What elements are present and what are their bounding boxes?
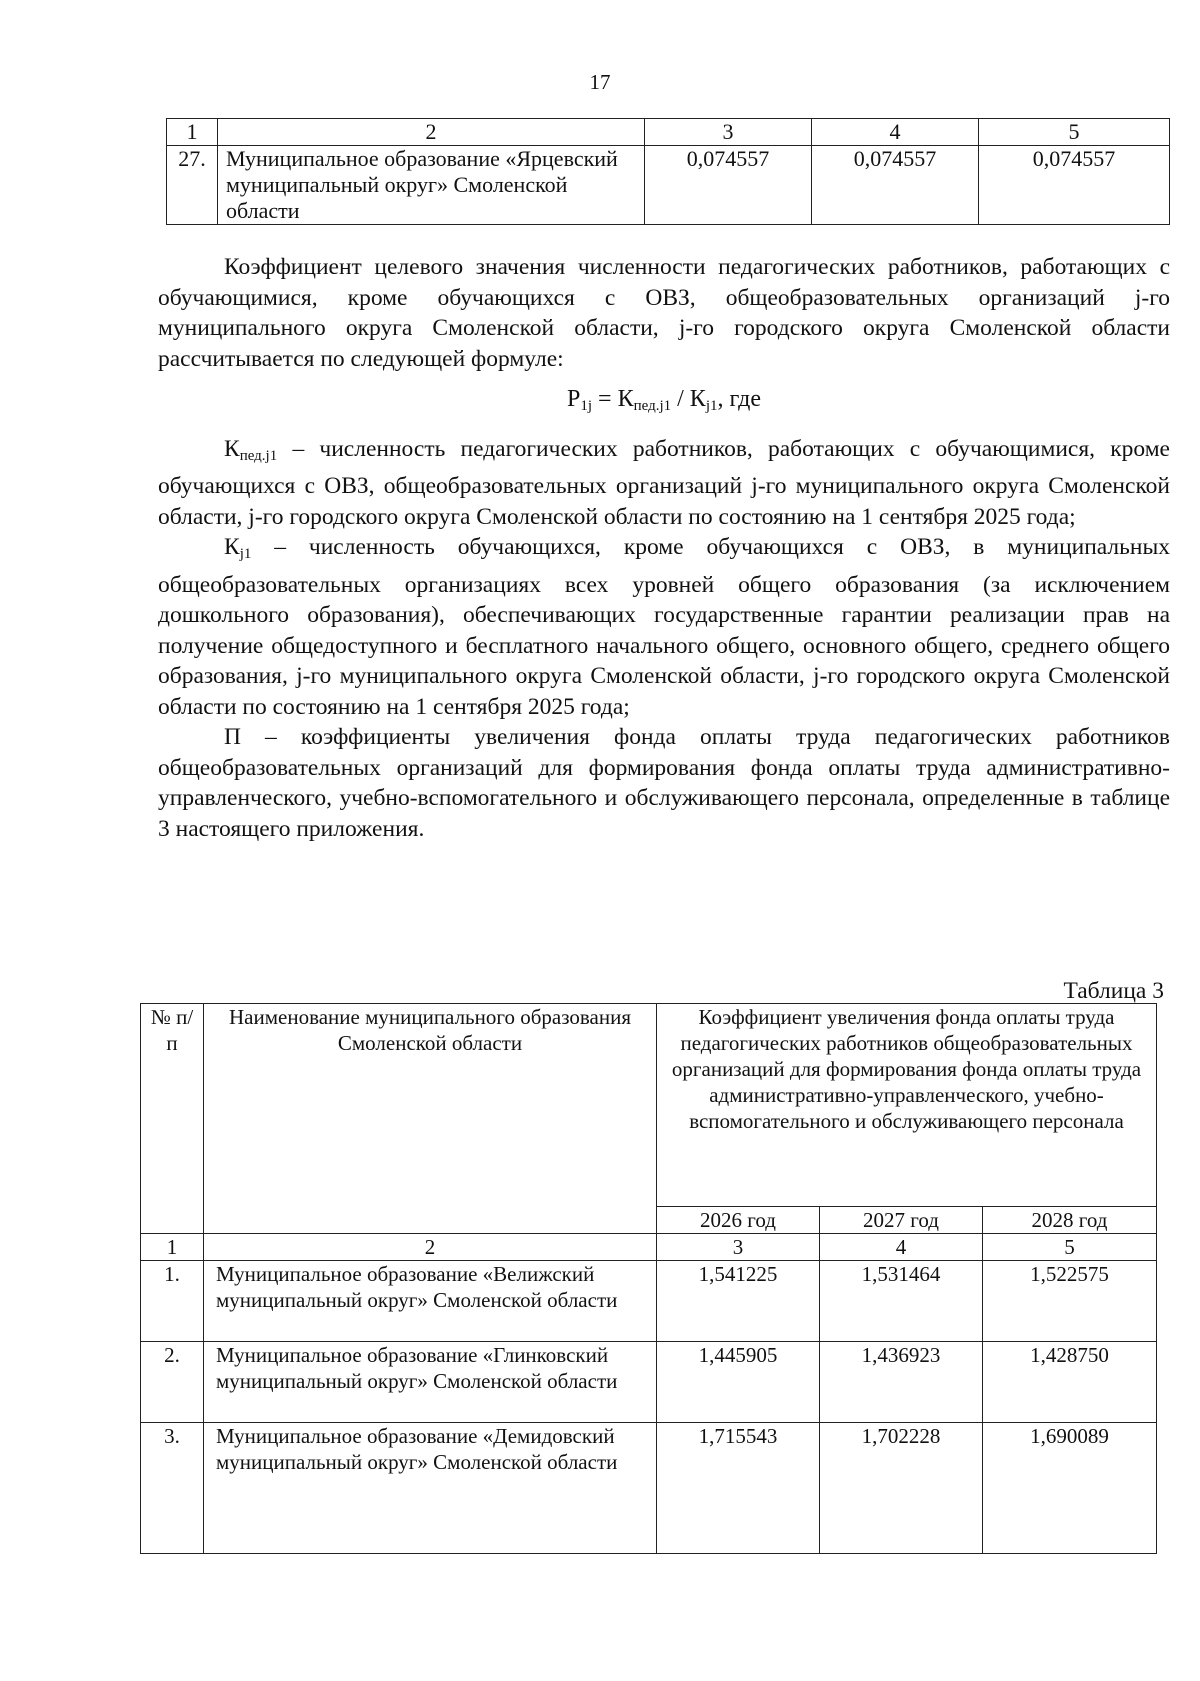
colnum-1: 1 [141, 1234, 204, 1261]
definition-k-students [158, 532, 1170, 722]
row-value-2028: 1,522575 [983, 1261, 1157, 1342]
definition-k-ped [158, 434, 1170, 533]
definition-p: П – коэффициенты увеличения фонда оплаты труда педагогических работников общеобразовательных организаций для формирования фонда оплаты труда административно-управленческого, учебно-вспомогательного и обслуживающего персонала, определенные в таблице 3 настоящего приложения. [158, 724, 1170, 842]
formula-div: / К [671, 386, 706, 412]
colnum-3: 3 [657, 1234, 820, 1261]
row-number: 27. [167, 146, 218, 225]
row-name: Муниципальное образование «Глинковский муниципальный округ» Смоленской области [204, 1342, 657, 1423]
row-value-2028: 1,690089 [983, 1423, 1157, 1554]
def2-symbol: К [224, 534, 240, 560]
def1-symbol: К [224, 435, 240, 462]
formula-k1-sub: пед.j1 [633, 398, 672, 414]
row-value-2026: 1,715543 [657, 1423, 820, 1554]
col-num-3: 3 [645, 119, 812, 146]
header-name: Наименование муниципального образования Смоленской области [204, 1004, 657, 1234]
table-row [141, 1342, 1157, 1423]
row-name: Муниципальное образование «Демидовский муниципальный округ» Смоленской области [204, 1423, 657, 1554]
header-year-2026: 2026 год [657, 1207, 820, 1234]
table-row [141, 1423, 1157, 1554]
row-value-2028: 1,428750 [983, 1342, 1157, 1423]
table-header-row [141, 1004, 1157, 1207]
table-header-row [167, 119, 1170, 146]
row-number: 3. [141, 1423, 204, 1554]
formula-end: , где [717, 386, 761, 412]
row-value-2027: 1,702228 [820, 1423, 983, 1554]
formula-p-sub: 1j [580, 398, 593, 414]
def1-text: – численность педагогических работников, работающих с обучающимися, кроме обучающихся с ОВЗ, общеобразовательных организаций j-го муниципального округа Смоленской области, j-го городского округа Смоленской области по состоянию на 1 сентября 2025 года; [158, 435, 1170, 530]
row-value-2027: 1,531464 [820, 1261, 983, 1342]
header-year-2027: 2027 год [820, 1207, 983, 1234]
header-num: № п/п [141, 1004, 204, 1234]
row-value-2: 0,074557 [812, 146, 979, 225]
page-number: 17 [589, 70, 611, 94]
col-num-2: 2 [218, 119, 645, 146]
def2-sub: j1 [239, 546, 252, 562]
formula-p: P [567, 386, 581, 412]
body-text [158, 252, 1170, 844]
col-num-5: 5 [979, 119, 1170, 146]
colnum-2: 2 [204, 1234, 657, 1261]
row-value-2026: 1,445905 [657, 1342, 820, 1423]
table-caption: Таблица 3 [1063, 978, 1164, 1004]
col-num-1: 1 [167, 119, 218, 146]
row-value-1: 0,074557 [645, 146, 812, 225]
header-coefficient: Коэффициент увеличения фонда оплаты труда педагогических работников общеобразовательных организаций для формирования фонда оплаты труда административно-управленческого, учебно-вспомогательного и обслуживающего персонала [657, 1004, 1157, 1207]
coefficients-table [140, 1003, 1157, 1554]
header-year-2028: 2028 год [983, 1207, 1157, 1234]
table-row [167, 146, 1170, 225]
colnum-4: 4 [820, 1234, 983, 1261]
colnum-5: 5 [983, 1234, 1157, 1261]
table-colnum-row [141, 1234, 1157, 1261]
table-row [141, 1261, 1157, 1342]
formula [158, 384, 1170, 422]
continuation-table [166, 118, 1170, 225]
row-value-3: 0,074557 [979, 146, 1170, 225]
row-number: 2. [141, 1342, 204, 1423]
row-name: Муниципальное образование «Ярцевский муниципальный округ» Смоленской области [218, 146, 645, 225]
formula-eq: = К [592, 386, 634, 412]
row-value-2026: 1,541225 [657, 1261, 820, 1342]
def2-text: – численность обучающихся, кроме обучающихся с ОВЗ, в муниципальных общеобразовательных организациях всех уровней общего образования (за исключением дошкольного образования), обеспечивающих государственные гарантии реализации прав на получение общедоступного и бесплатного начального общего, основного общего, среднего общего образования, j-го муниципального округа Смоленской области, j-го городского округа Смоленской области по состоянию на 1 сентября 2025 года; [158, 534, 1170, 720]
def1-sub: пед.j1 [239, 447, 278, 464]
row-value-2027: 1,436923 [820, 1342, 983, 1423]
formula-k2-sub: j1 [705, 398, 718, 414]
row-number: 1. [141, 1261, 204, 1342]
paragraph-intro: Коэффициент целевого значения численности педагогических работников, работающих с обучающимися, кроме обучающихся с ОВЗ, общеобразовательных организаций j-го муниципального округа Смоленской области, j-го городского округа Смоленской области рассчитывается по следующей формуле: [158, 254, 1170, 372]
col-num-4: 4 [812, 119, 979, 146]
row-name: Муниципальное образование «Велижский муниципальный округ» Смоленской области [204, 1261, 657, 1342]
